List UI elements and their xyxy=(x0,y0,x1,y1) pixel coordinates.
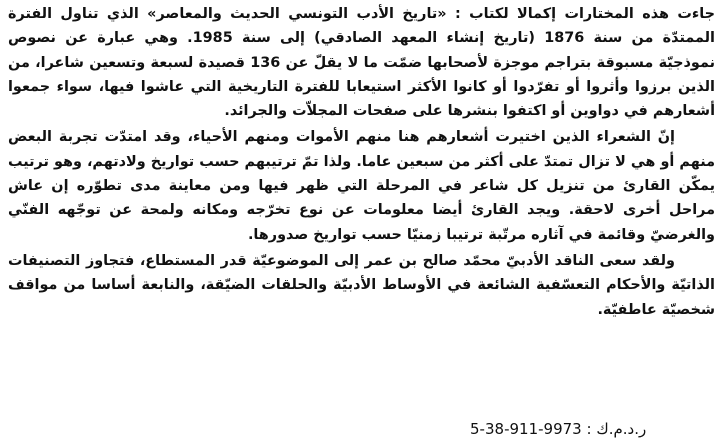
paragraph-critic-objectivity: ولقد سعى الناقد الأدبيّ محمّد صالح بن عمر إلى الموضوعيّة قدر المستطاع، فتجاوز التصنيفات الذاتيّة والأحكام التعسّفية الشائعة في الأوساط الأدبيّة والحلقات الضيّقة، والنابعة أساسا من مواقف شخصيّة عاطفيّة. xyxy=(8,252,715,318)
paragraph-poets-order: إنّ الشعراء الذين اختيرت أشعارهم هنا منهم الأموات ومنهم الأحياء، وقد امتدّت تجربة البعض منهم أو هي لا تزال تمتدّ على أكثر من سبعين عاما. ولذا تمّ ترتيبهم حسب تواريخ ولادتهم، وهو ترتيب يمكّن القارئ من تنزيل كل شاعر في المرحلة التي ظهر فيها ومن معاينة مدى تطوّره إن عاش مراحل أخرى لاحقة. ويجد القارئ أيضا معلومات عن نوع تخرّجه ومكانه ولمحة عن توجّهه الفنّي والغرضيّ وقائمة في آثاره مرتّبة ترتيبا زمنيّا حسب تواريخ صدورها. xyxy=(8,129,715,243)
isbn-line: ر.د.م.ك : 9973-911-38-5 xyxy=(470,420,647,438)
paragraph-intro: جاءت هذه المختارات إكمالا لكتاب : «تاريخ الأدب التونسي الحديث والمعاصر» الذي تناول الفترة الممتدّة من سنة 1876 (تاريخ إنشاء المعهد الصادقي) إلى سنة 1985. وهي عبارة عن نصوص نموذجيّة مسبوقة بتراجم موجزة لأصحابها ضمّت ما لا يقلّ عن 136 قصيدة لسبعة وتسعين شاعرا، من الذين برزوا وأثروا أو تفرّدوا أو كانوا الأكثر استيعابا للفترة التاريخية التي عاشوا فيها، سواء جمعوا أشعارهم في دواوين أو اكتفوا بنشرها على صفحات المجلاّت والجرائد. xyxy=(8,6,715,120)
